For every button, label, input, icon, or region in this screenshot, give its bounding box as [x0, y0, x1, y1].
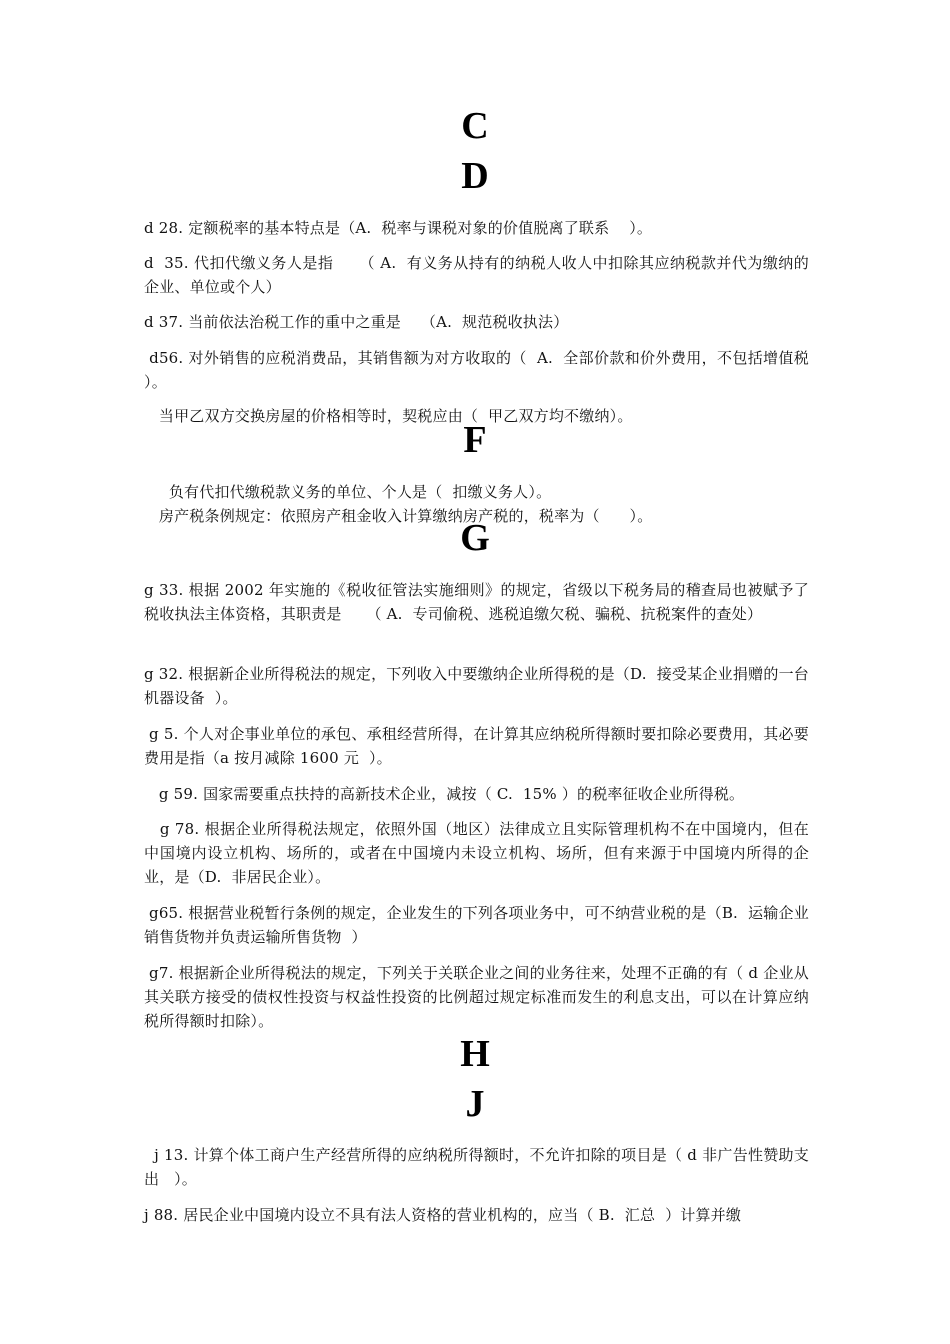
section-heading-f: F	[463, 419, 487, 461]
question-g59: g 59. 国家需要重点扶持的高新技术企业，减按（ C. 15% ）的税率征收企业所得税。	[144, 785, 745, 803]
question-property-tax-rate: 房产税条例规定：依照房产租金收入计算缴纳房产税的，税率为（ ）。	[144, 507, 653, 525]
question-g32: g 32. 根据新企业所得税法的规定，下列收入中要缴纳企业所得税的是（D. 接受某企业捐赠的一台机器设备 ）。	[144, 665, 809, 707]
question-d56: d56. 对外销售的应税消费品，其销售额为对方收取的（ A. 全部价款和价外费用，不包括增值税 ）。	[144, 349, 819, 391]
question-j88: j 88. 居民企业中国境内设立不具有法人资格的营业机构的，应当（ B. 汇总 ）计算并缴	[144, 1206, 742, 1224]
question-d37: d 37. 当前依法治税工作的重中之重是 （A. 规范税收执法）	[144, 313, 569, 331]
question-g78: g 78. 根据企业所得税法规定，依照外国（地区）法律成立且实际管理机构不在中国境内，但在中国境内设立机构、场所的，或者在中国境内未设立机构、场所，但有来源于中国境内所得的企业，是（D. 非居民企业）。	[144, 820, 810, 886]
question-g33: g 33. 根据 2002 年实施的《税收征管法实施细则》的规定，省级以下税务局的稽查局也被赋予了税收执法主体资格，其职责是 （ A. 专司偷税、逃税追缴欠税、骗税、抗税案件的查处）	[144, 581, 809, 623]
section-heading-g: G	[460, 517, 490, 559]
question-d28: d 28. 定额税率的基本特点是（A. 税率与课税对象的价值脱离了联系 ）。	[144, 219, 653, 237]
question-d35: d 35. 代扣代缴义务人是指 （ A. 有义务从持有的纳税人收人中扣除其应纳税款并代为缴纳的企业、单位或个人）	[144, 254, 809, 296]
question-j13: j 13. 计算个体工商户生产经营所得的应纳税所得额时，不允许扣除的项目是（ d 非广告性赞助支出 ）。	[144, 1146, 809, 1188]
question-g7: g7. 根据新企业所得税法的规定，下列关于关联企业之间的业务往来，处理不正确的有（ d 企业从其关联方接受的债权性投资与权益性投资的比例超过规定标准而发生的利息支出，可以在计算应纳税所得额时扣除）。	[144, 964, 810, 1030]
section-heading-c: C	[461, 105, 489, 147]
question-deed-tax-exchange: 当甲乙双方交换房屋的价格相等时，契税应由（ 甲乙双方均不缴纳）。	[144, 407, 633, 425]
section-heading-j: J	[465, 1083, 485, 1125]
question-g65: g65. 根据营业税暂行条例的规定，企业发生的下列各项业务中，可不纳营业税的是（B. 运输企业销售货物并负责运输所售货物 ）	[144, 904, 809, 946]
question-g5: g 5. 个人对企事业单位的承包、承租经营所得，在计算其应纳税所得额时要扣除必要费用，其必要费用是指（a 按月减除 1600 元 ）。	[144, 725, 810, 767]
section-heading-h: H	[460, 1033, 490, 1075]
question-withholding-agent: 负有代扣代缴税款义务的单位、个人是（ 扣缴义务人）。	[144, 483, 552, 501]
section-heading-d: D	[461, 155, 489, 197]
